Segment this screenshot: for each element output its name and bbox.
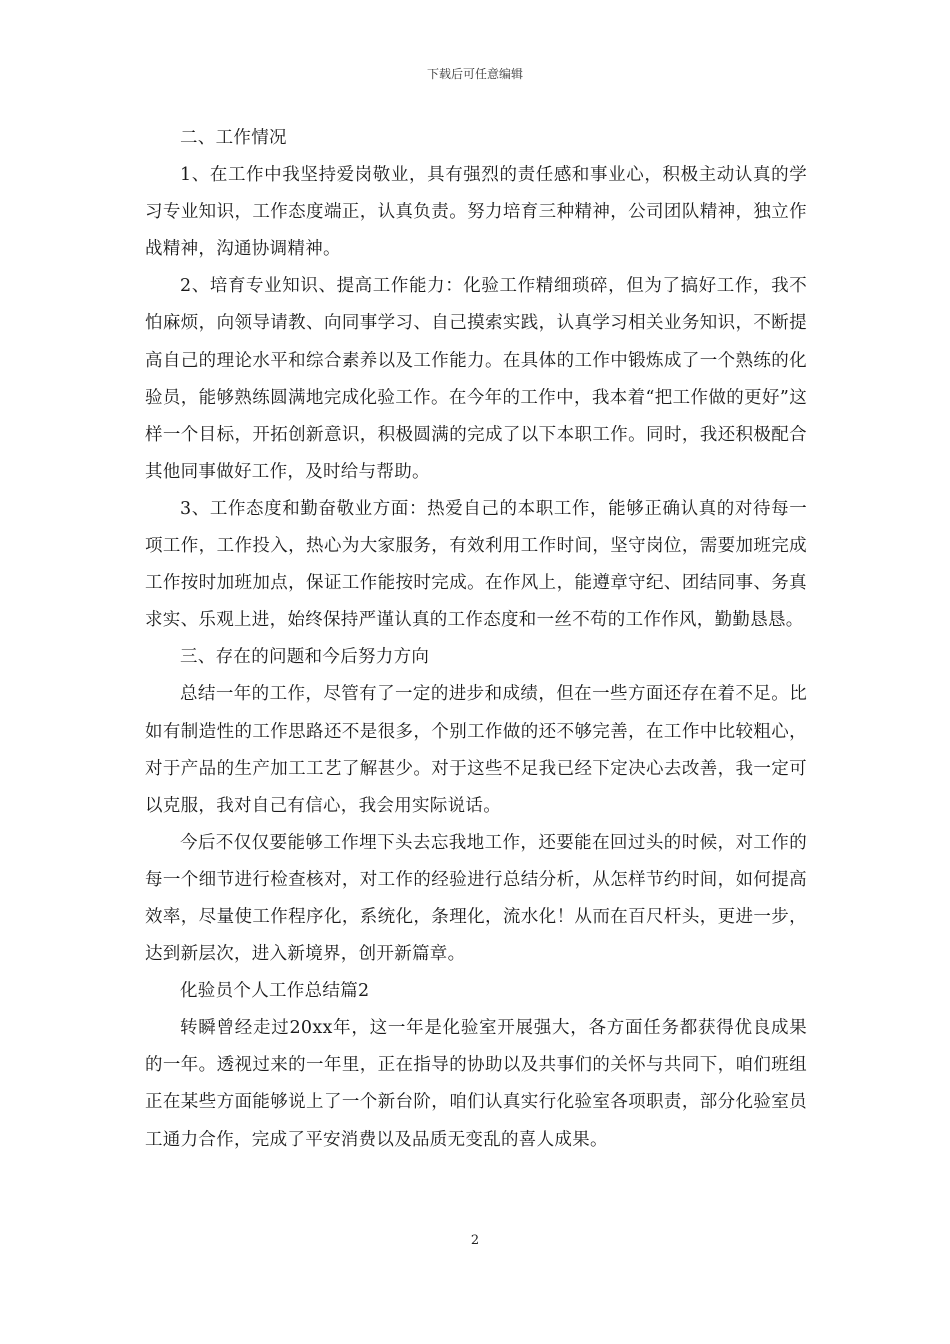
paragraph-summary: 总结一年的工作，尽管有了一定的进步和成绩，但在一些方面还存在着不足。比如有制造性的工作思路还不是很多，个别工作做的还不够完善，在工作中比较粗心，对于产品的生产加工工艺了解甚少。对于这些不足我已经下定决心去改善，我一定可以克服，我对自己有信心，我会用实际说话。 bbox=[145, 684, 807, 816]
section-heading-problems: 三、存在的问题和今后努力方向 bbox=[180, 647, 430, 668]
paragraph-dedication: 1、在工作中我坚持爱岗敬业，具有强烈的责任感和事业心，积极主动认真的学习专业知识，工作态度端正，认真负责。努力培育三种精神，公司团队精神，独立作战精神，沟通协调精神。 bbox=[145, 165, 807, 260]
paragraph-future: 今后不仅仅要能够工作埋下头去忘我地工作，还要能在回过头的时候，对工作的每一个细节进行检查核对，对工作的经验进行总结分析，从怎样节约时间，如何提高效率，尽量使工作程序化，系统化，条理化，流水化！从而在百尺杆头，更进一步，达到新层次，进入新境界，创开新篇章。 bbox=[145, 832, 807, 965]
section-heading-work-situation: 二、工作情况 bbox=[180, 128, 287, 148]
page-header: 下载后可任意编辑 bbox=[426, 67, 523, 81]
page-number: 2 bbox=[470, 1233, 480, 1248]
paragraph-year-review: 转瞬曾经走过20xx年，这一年是化验室开展强大，各方面任务都获得优良成果的一年。透视过来的一年里，正在指导的协助以及共事们的关怀与共同下，咱们班组正在某些方面能够说上了一个新台阶，咱们认真实行化验室各项职责，部分化验室员工通力合作，完成了平安消费以及品质无变乱的喜人成果。 bbox=[145, 1018, 807, 1150]
paragraph-attitude: 3、工作态度和勤奋敬业方面：热爱自己的本职工作，能够正确认真的对待每一项工作，工作投入，热心为大家服务，有效利用工作时间，坚守岗位，需要加班完成工作按时加班加点，保证工作能按时完成。在作风上，能遵章守纪、团结同事、务真求实、乐观上进，始终保持严谨认真的工作态度和一丝不苟的工作作风，勤勤恳恳。 bbox=[145, 498, 807, 631]
paragraph-skills: 2、培育专业知识、提高工作能力：化验工作精细琐碎，但为了搞好工作，我不怕麻烦，向领导请教、向同事学习、自己摸索实践，认真学习相关业务知识，不断提高自己的理论水平和综合素养以及工作能力。在具体的工作中锻炼成了一个熟练的化验员，能够熟练圆满地完成化验工作。在今年的工作中，我本着“把工作做的更好”这样一个目标，开拓创新意识，积极圆满的完成了以下本职工作。同时，我还积极配合其他同事做好工作，及时给与帮助。 bbox=[145, 276, 807, 482]
article-title-part2: 化验员个人工作总结篇2 bbox=[180, 981, 370, 1002]
document-body bbox=[145, 120, 807, 1159]
